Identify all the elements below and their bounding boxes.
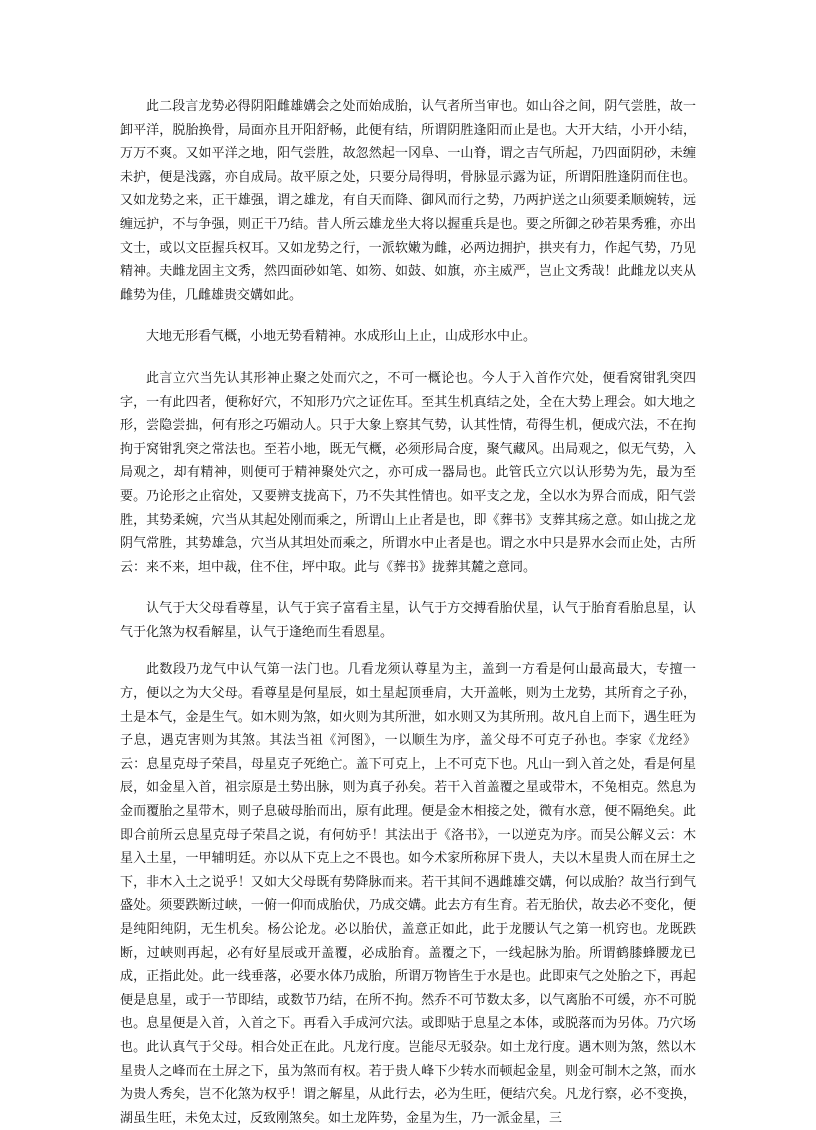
commentary-paragraph-3: 此数段乃龙气中认气第一法门也。几看龙须认尊星为主，盖到一方看是何山最高最大，专擅一方，便以之为大父母。看尊星是何星辰，如土星起顶垂肩，大开盖帐，则为土龙势，其所育之子孙，土是本气，金是生气。如木则为煞，如火则为其所泄，如水则又为其所刑。故凡自上而下，遇生旺为子息，遇克害则为其煞。其法当祖《河图》，一以顺生为序，盖父母不可克子孙也。李家《龙经》云：息星克母子荣昌，母星克子死绝亡。盖下可克上，上不可克下也。凡山一到入首之处，看是何星辰，如金星入首，祖宗原是土势出脉，则为真子孙矣。若干入首盖覆之星或带木，不兔相克。然息为金而覆胎之星带木，则子息破母胎而出，原有此理。便是金木相接之处，微有水意，便不隔绝矣。此即合前所云息星克母子荣昌之说，有何妨乎！其法出于《洛书》，一以逆克为序。而吴公解义云：木星入土星，一甲辅明廷。亦以从下克上之不畏也。如今术家所称屏下贵人，夫以木星贵人而在屏土之下，非木入土之说乎！又如大父母既有势降脉而来。若干其间不遇雌雄交媾，何以成胎？故当行到气盛处。须要跌断过峡，一俯一仰而成胎伏，乃成交媾。此去方有生育。若无胎伏，故去必不变化，便是纯阳纯阴，无生机矣。杨公论龙。必以胎伏，盖意正如此，此于龙腰认气之第一机窍也。龙既跌断，过峡则再起，必有好星辰或开盖覆，必成胎育。盖覆之下，一线起脉为胎。所谓鹤膝蜂腰龙已成，正指此处。此一线垂落，必要水体乃成胎，所谓万物皆生于水是也。此即束气之处胎之下，再起便是息星，或于一节即结，或数节乃结，在所不拘。然乔不可节数太多，以气离胎不可缓，亦不可脱也。息星便是入首，入首之下。再看入手成河穴法。或即贴于息星之本体，或脱落而为另体。乃穴场也。此认真气于父母。相合处正在此。凡龙行度。岂能尽无驳杂。如土龙行度。遇木则为煞，然以木星贵人之峰而在土屏之下，虽为煞而有权。若于贵人峰下少转水而顿起金星，则金可制木之煞，而水为贵人秀矣，岂不化煞为权乎！谓之解星，从此行去，必为生旺，便结穴矣。凡龙行察，必不变换，湖虽生旺，未免太过，反致刚煞矣。如土龙阵势，金星为生，乃一派金星，三 xyxy=(120,662,696,1126)
verse-paragraph-1: 大地无形看气概，小地无势看精神。水成形山上止，山成形水中止。 xyxy=(146,329,537,345)
commentary-paragraph-2: 此言立穴当先认其形神止聚之处而穴之，不可一概论也。今人于入首作穴处，便看窝钳乳突四字，一有此四者，便称好穴，不知形乃穴之证佐耳。至其生机真结之处，全在大势上理会。如大地之形，尝隐尝拙，何有形之巧媚动人。只于大象上察其气势，认其性情，苟得生机，便成穴法，不在拘拘于窝钳乳突之常法也。至若小地，既无气概，必须形局合度，聚气藏风。出局观之，似无气势，入局观之，却有精神，则便可于精神聚处穴之，亦可成一器局也。此管氏立穴以认形势为先，最为至要。乃论形之止宿处，又要辨支拢高下，乃不失其性情也。如平支之龙，全以水为界合而成，阳气尝胜，其势柔婉，穴当从其起处刚而乘之，所谓山上止者是也，即《葬书》支葬其疡之意。如山拢之龙阴气常胜，其势雄急，穴当从其坦处而乘之，所谓水中止者是也。谓之水中只是界水会而止处，古所云：来不来，坦中裁，住不住，坪中取。此与《葬书》拢葬其麓之意同。 xyxy=(120,370,696,575)
commentary-paragraph-1: 此二段言龙势必得阴阳雌雄媾会之处而始成胎，认气者所当审也。如山谷之间，阴气尝胜，故一卸平洋，脱胎换骨，局面亦且开阳舒畅，此便有结，所谓阴胜逢阳而止是也。大开大结，小开小结，万万不爽。又如平洋之地，阳气尝胜，故忽然起一冈阜、一山脊，谓之吉气所起，乃四面阴砂，未缠未护，便是浅露，亦自成局。故平原之处，只要分局得明，骨脉显示露为证，所谓阳胜逢阴而住也。又如龙势之来，正干雄强，谓之雄龙，有自天而降、御风而行之势，乃两护送之山须要柔顺婉转，远缠远护，不与争强，则正干乃结。昔人所云雄龙坐大将以握重兵是也。要之所御之砂若果秀雅，亦出文士，或以文臣握兵权耳。又如龙势之行，一派软嫩为雌，必两边拥护，拱夹有力，作起气势，乃见精神。夫雌龙固主文秀，然四面砂如笔、如笏、如鼓、如旗，亦主威严，岂止文秀哉！此雌龙以夹从雌势为佳，几雌雄贵交媾如此。 xyxy=(120,99,696,303)
document-page xyxy=(120,95,696,1130)
verse-paragraph-2: 认气于大父母看尊星，认气于宾子富看主星，认气于方交搏看胎伏星，认气于胎育看胎息星，认气于化煞为权看解星，认气于逢绝而生看恩星。 xyxy=(120,601,696,640)
